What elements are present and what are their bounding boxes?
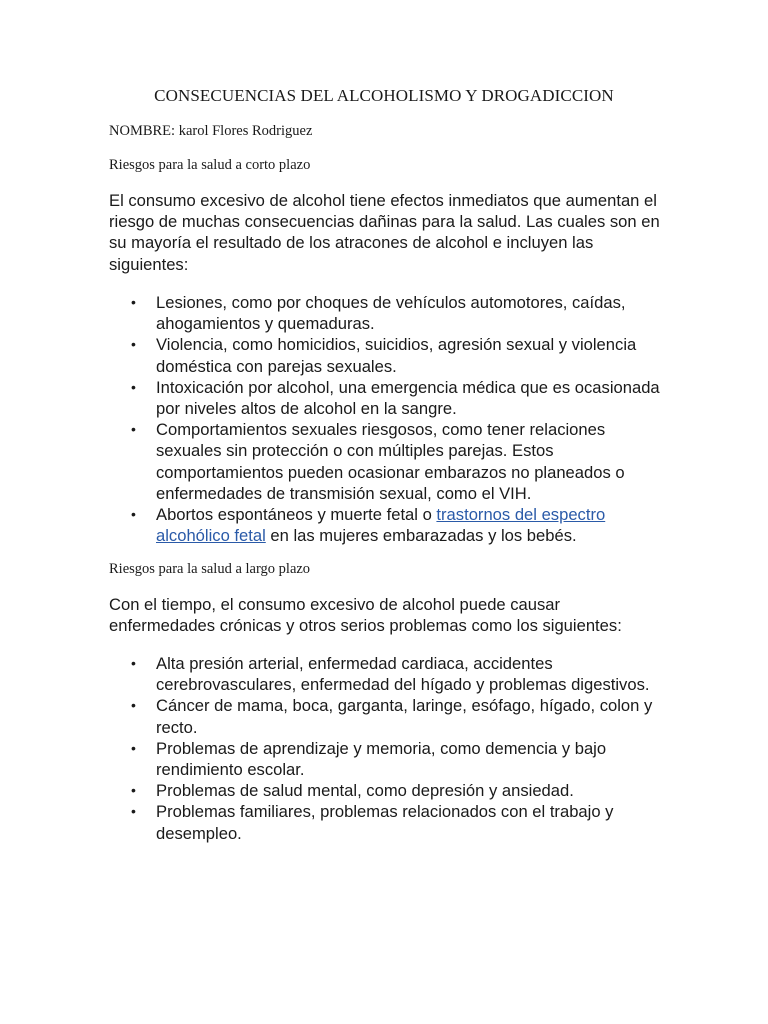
list-item-text: Alta presión arterial, enfermedad cardiaca, accidentes cerebrovasculares, enfermedad del hígado y problemas digestivos. (156, 654, 650, 695)
list-item-text: Cáncer de mama, boca, garganta, laringe, esófago, hígado, colon y recto. (156, 696, 653, 737)
long-term-heading: Riesgos para la salud a largo plazo (109, 561, 311, 577)
bullet-icon: • (131, 697, 136, 714)
list-item-text: Intoxicación por alcohol, una emergencia médica que es ocasionada por niveles altos de alcohol en la sangre. (156, 377, 660, 419)
long-term-intro: Con el tiempo, el consumo excesivo de alcohol puede causar enfermedades crónicas y otros serios problemas como los siguientes: (109, 595, 622, 636)
list-item-text: Violencia, como homicidios, suicidios, agresión sexual y violencia doméstica con parejas sexuales. (156, 335, 637, 376)
list-item-text: Comportamientos sexuales riesgosos, como tener relaciones sexuales sin protección o con múltiples parejas. Estos comportamientos pueden ocasionar embarazos no planeados o enfermedades de transmisión sexual, como el VIH. (156, 420, 625, 503)
list-item (109, 334, 669, 376)
long-term-list (109, 653, 669, 844)
short-term-heading: Riesgos para la salud a corto plazo (109, 157, 311, 173)
bullet-icon: • (131, 803, 136, 820)
fetal-alcohol-spectrum-link[interactable]: trastornos del espectro alcohólico fetal (156, 505, 606, 546)
list-item-text: Problemas de aprendizaje y memoria, como demencia y bajo rendimiento escolar. (156, 738, 607, 780)
bullet-icon: • (131, 506, 136, 523)
bullet-icon: • (131, 739, 136, 756)
bullet-icon: • (131, 294, 136, 310)
list-item-text-before-link: Abortos espontáneos y muerte fetal o (156, 505, 437, 525)
list-item (109, 780, 669, 801)
student-name: NOMBRE: karol Flores Rodriguez (109, 123, 313, 139)
bullet-icon: • (131, 782, 136, 799)
list-item (109, 801, 669, 843)
list-item (109, 419, 669, 504)
bullet-icon: • (131, 378, 136, 395)
list-item-text: Lesiones, como por choques de vehículos automotores, caídas, ahogamientos y quemaduras. (156, 293, 626, 334)
list-item-text-after-link: en las mujeres embarazadas y los bebés. (265, 526, 577, 546)
bullet-icon: • (131, 655, 136, 671)
short-term-list (109, 292, 669, 546)
list-item-text: Problemas familiares, problemas relacionados con el trabajo y desempleo. (156, 802, 614, 843)
bullet-icon: • (131, 421, 136, 438)
list-item (109, 377, 669, 419)
list-item (109, 292, 669, 334)
document-title: CONSECUENCIAS DEL ALCOHOLISMO Y DROGADICCION (154, 86, 614, 105)
list-item-text: Problemas de salud mental, como depresión y ansiedad. (156, 781, 574, 801)
short-term-intro: El consumo excesivo de alcohol tiene efectos inmediatos que aumentan el riesgo de muchas consecuencias dañinas para la salud. Las cuales son en su mayoría el resultado de los atracones de alcohol e incluyen las siguientes: (109, 191, 660, 274)
list-item (109, 653, 669, 695)
list-item (109, 738, 669, 780)
list-item (109, 504, 669, 546)
list-item (109, 695, 669, 737)
bullet-icon: • (131, 336, 136, 353)
